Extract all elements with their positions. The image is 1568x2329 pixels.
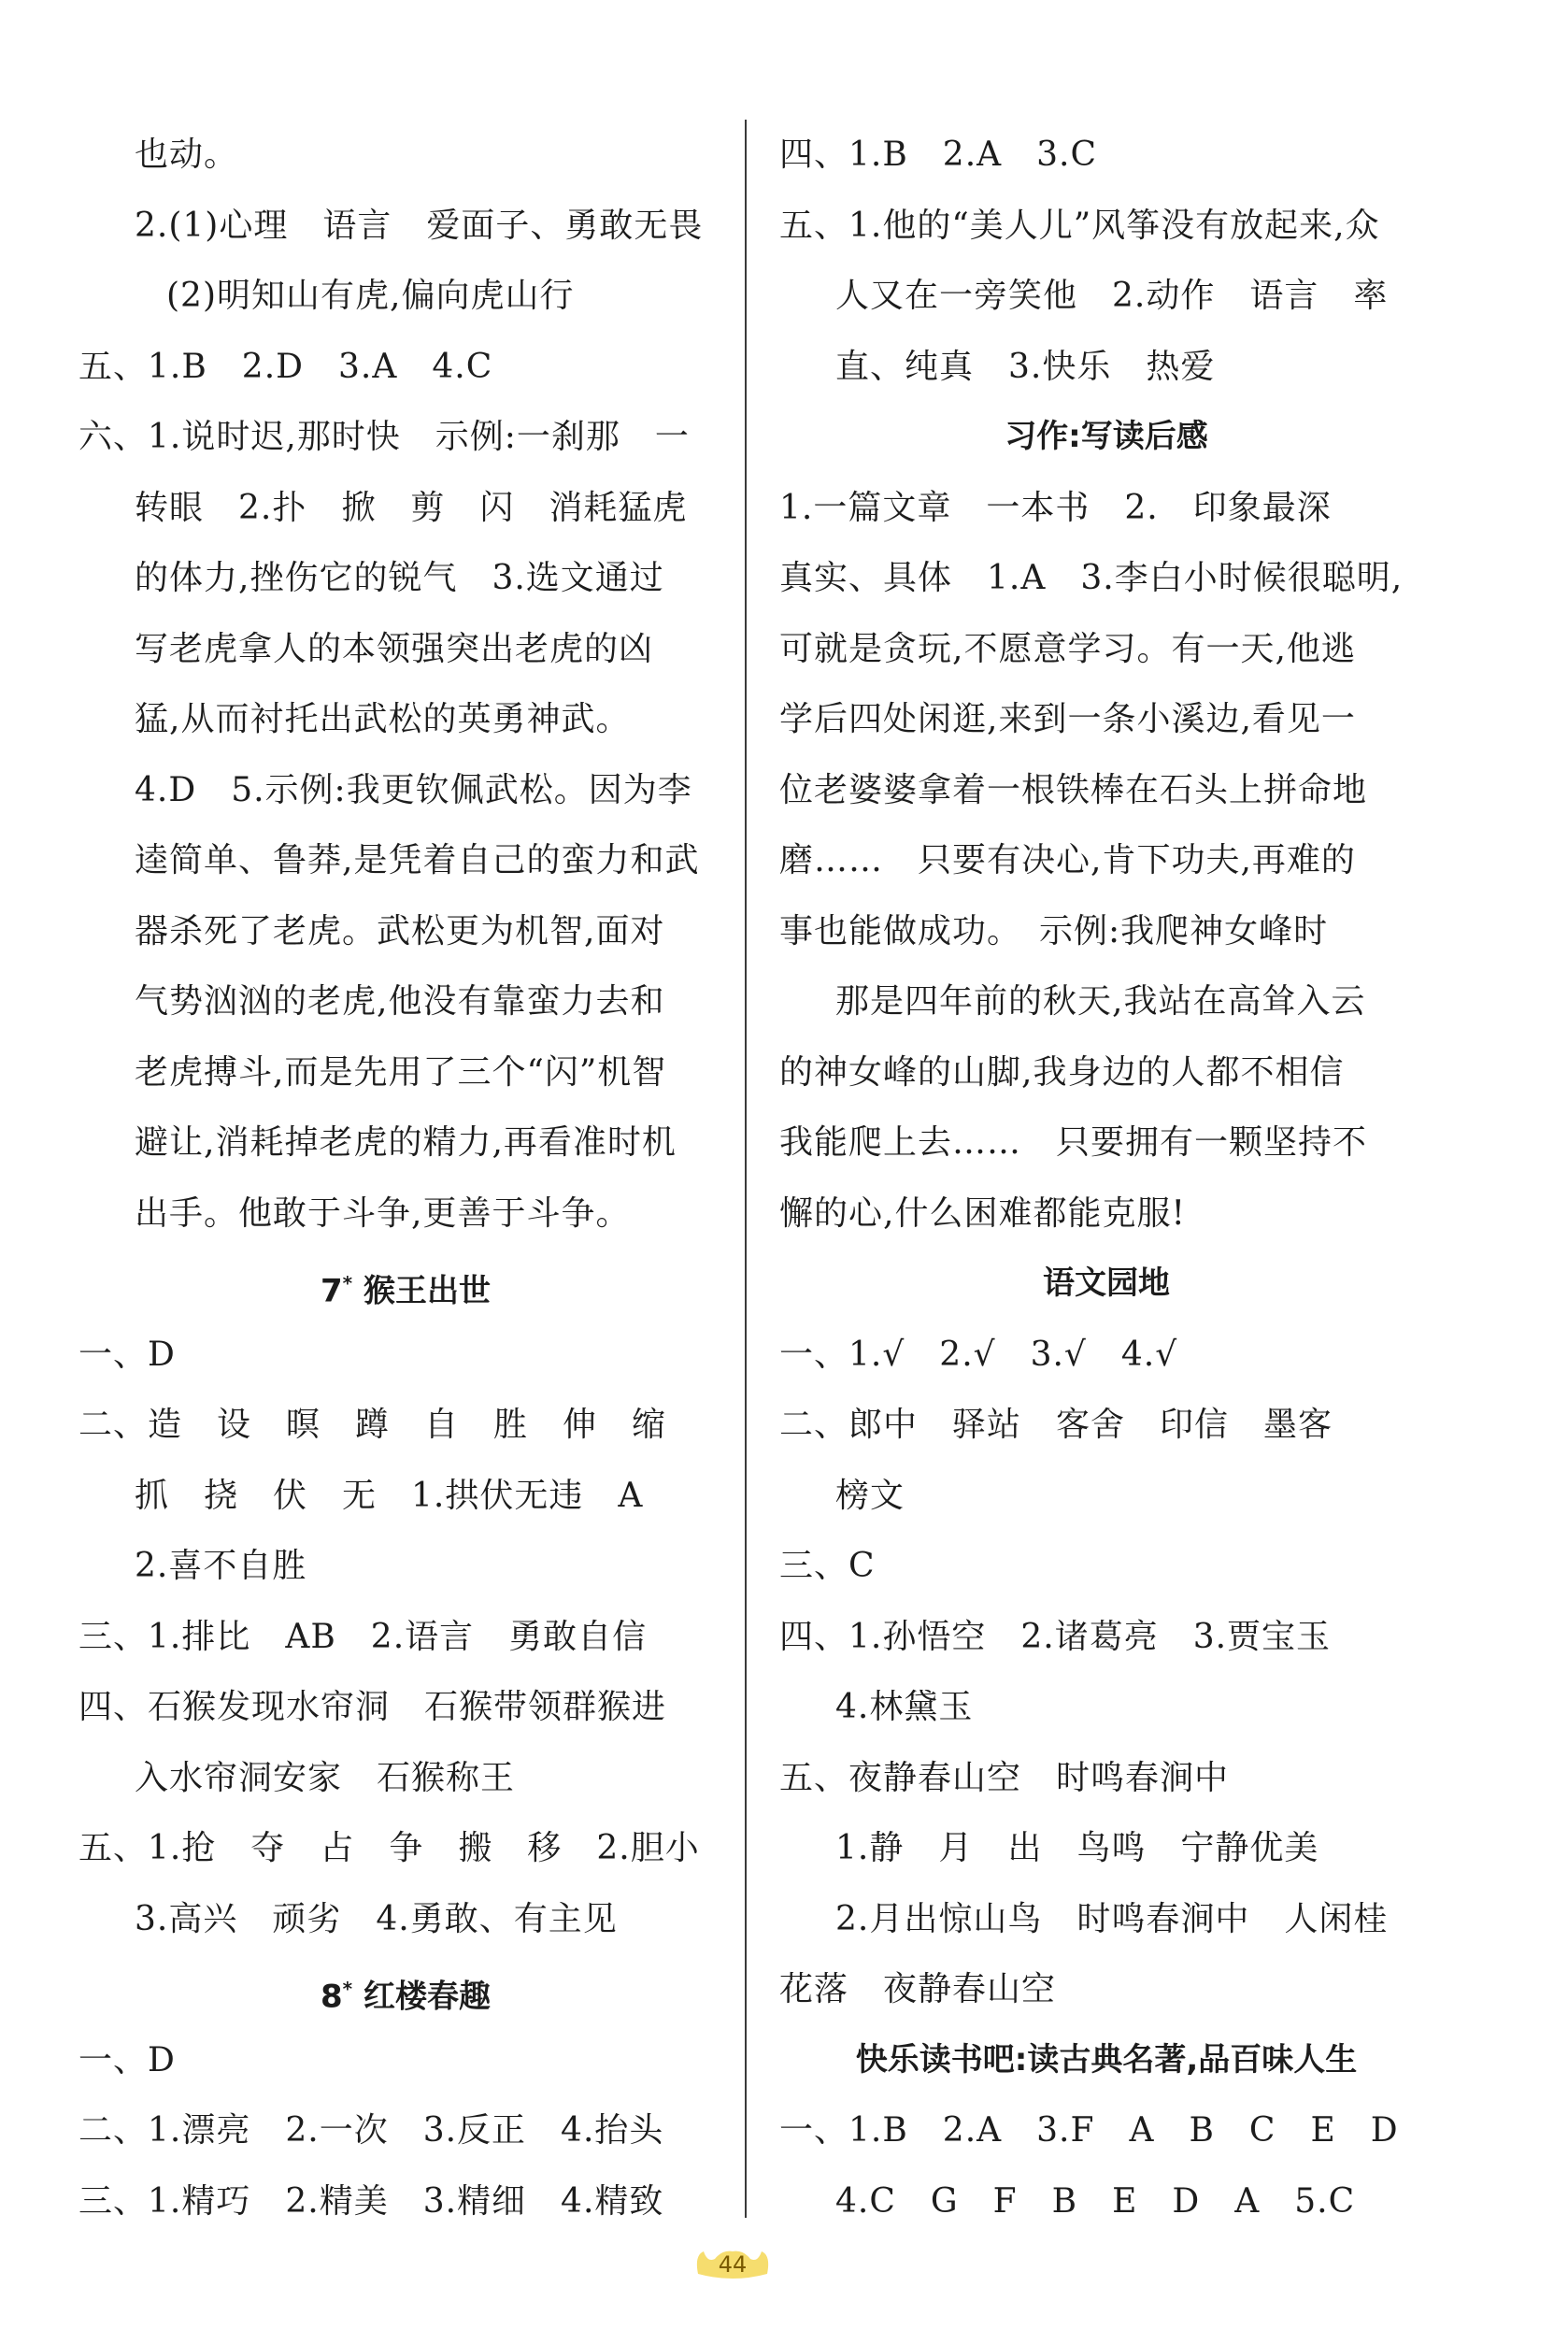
lesson-title: 红楼春趣 (363, 1978, 491, 2016)
text-line: 一、D (78, 1335, 176, 1374)
right-column (779, 120, 1433, 2236)
text-line: 五、1.B 2.D 3.A 4.C (78, 347, 493, 386)
text-line: 气势汹汹的老虎,他没有靠蛮力去和 (135, 982, 665, 1021)
text-line: 五、1.抢 夺 占 争 搬 移 2.胆小 (78, 1829, 700, 1867)
text-line: 我能爬上去…… 只要拥有一颗坚持不 (779, 1123, 1368, 1162)
text-line: 五、1.他的“美人儿”风筝没有放起来,众 (779, 206, 1380, 245)
text-line: 四、1.孙悟空 2.诸葛亮 3.贾宝玉 (779, 1617, 1332, 1656)
lesson-number: 7 (321, 1272, 343, 1310)
text-line: 器杀死了老虎。武松更为机智,面对 (135, 911, 665, 950)
text-line: 人又在一旁笑他 2.动作 语言 率 (835, 277, 1389, 315)
text-line: 猛,从而衬托出武松的英勇神武。 (135, 700, 631, 738)
text-line: 1.静 月 出 鸟鸣 宁静优美 (835, 1829, 1319, 1867)
lesson-number: 8 (321, 1978, 343, 2016)
text-line: 真实、具体 1.A 3.李白小时候很聪明, (779, 559, 1404, 597)
text-line: 榜文 (835, 1476, 905, 1515)
text-line: 逵简单、鲁莽,是凭着自己的蛮力和武 (135, 841, 700, 879)
text-line: 学后四处闲逛,来到一条小溪边,看见一 (779, 700, 1356, 738)
section-heading-yuwen: 语文园地 (1043, 1265, 1170, 1302)
text-line: 磨…… 只要有决心,肯下功夫,再难的 (779, 841, 1356, 879)
section-heading-xizuo: 习作:写读后感 (1005, 418, 1208, 455)
text-line: 那是四年前的秋天,我站在高耸入云 (835, 982, 1366, 1021)
text-line: 4.D 5.示例:我更钦佩武松。因为李 (135, 770, 692, 809)
text-line: 三、C (779, 1547, 876, 1585)
text-line: 3.高兴 顽劣 4.勇敢、有主见 (135, 1899, 618, 1938)
text-line: 抓 挠 伏 无 1.拱伏无违 A (135, 1476, 644, 1515)
section-heading-7 (78, 1249, 733, 1320)
text-line: 4.C G F B E D A 5.C (835, 2181, 1356, 2221)
text-line: 出手。他敢于斗争,更善于斗争。 (135, 1193, 631, 1233)
text-line: 1.一篇文章 一本书 2. 印象最深 (779, 488, 1332, 527)
page-number-badge (691, 2246, 775, 2283)
text-line: 一、D (78, 2040, 176, 2079)
text-line: 避让,消耗掉老虎的精力,再看准时机 (135, 1123, 677, 1162)
star-mark: * (342, 1978, 353, 2000)
text-line: 二、郎中 驿站 客舍 印信 墨客 (779, 1406, 1333, 1444)
text-line: 可就是贪玩,不愿意学习。有一天,他逃 (779, 629, 1356, 668)
left-column (78, 120, 733, 2236)
text-line: 懈的心,什么困难都能克服! (779, 1193, 1186, 1233)
text-line: 转眼 2.扑 掀 剪 闪 消耗猛虎 (135, 488, 688, 527)
text-line: 写老虎拿人的本领强突出老虎的凶 (135, 629, 654, 668)
text-line: (2)明知山有虎,偏向虎山行 (166, 277, 575, 315)
text-line: 五、夜静春山空 时鸣春涧中 (779, 1758, 1230, 1797)
text-line: 事也能做成功。 示例:我爬神女峰时 (779, 911, 1329, 950)
text-line: 2.喜不自胜 (135, 1547, 307, 1585)
text-line: 四、石猴发现水帘洞 石猴带领群猴进 (78, 1688, 667, 1726)
text-line: 花落 夜静春山空 (779, 1970, 1057, 2008)
text-line: 的体力,挫伤它的锐气 3.选文通过 (135, 559, 664, 597)
text-line: 的神女峰的山脚,我身边的人都不相信 (779, 1052, 1345, 1092)
star-mark: * (342, 1272, 353, 1294)
section-heading-kuaile: 快乐读书吧:读古典名著,品百味人生 (855, 2040, 1358, 2079)
text-line: 六、1.说时迟,那时快 示例:一刹那 一 (78, 418, 690, 456)
text-line: 二、1.漂亮 2.一次 3.反正 4.抬头 (78, 2111, 664, 2150)
column-divider (745, 120, 747, 2218)
text-line: 入水帘洞安家 石猴称王 (135, 1758, 516, 1797)
text-line: 三、1.排比 AB 2.语言 勇敢自信 (78, 1617, 648, 1656)
section-heading-8 (78, 1954, 733, 2025)
text-line: 一、1.B 2.A 3.F A B C E D (779, 2111, 1399, 2150)
text-line: 一、1.√ 2.√ 3.√ 4.√ (779, 1335, 1178, 1374)
page-number: 44 (718, 2251, 748, 2278)
text-line: 2.(1)心理 语言 爱面子、勇敢无畏 (135, 206, 704, 245)
text-line: 四、1.B 2.A 3.C (779, 136, 1098, 174)
text-line: 老虎搏斗,而是先用了三个“闪”机智 (135, 1052, 667, 1092)
text-line: 三、1.精巧 2.精美 3.精细 4.精致 (78, 2181, 664, 2221)
text-line: 直、纯真 3.快乐 热爱 (835, 347, 1216, 386)
text-line: 4.林黛玉 (835, 1688, 974, 1726)
text-line: 二、造 设 暝 蹲 自 胜 伸 缩 (78, 1406, 667, 1444)
text-line: 也动。 (135, 136, 239, 174)
lesson-title: 猴王出世 (363, 1272, 491, 1310)
text-line: 位老婆婆拿着一根铁棒在石头上拼命地 (779, 770, 1368, 809)
text-line: 2.月出惊山鸟 时鸣春涧中 人闲桂 (835, 1899, 1389, 1938)
